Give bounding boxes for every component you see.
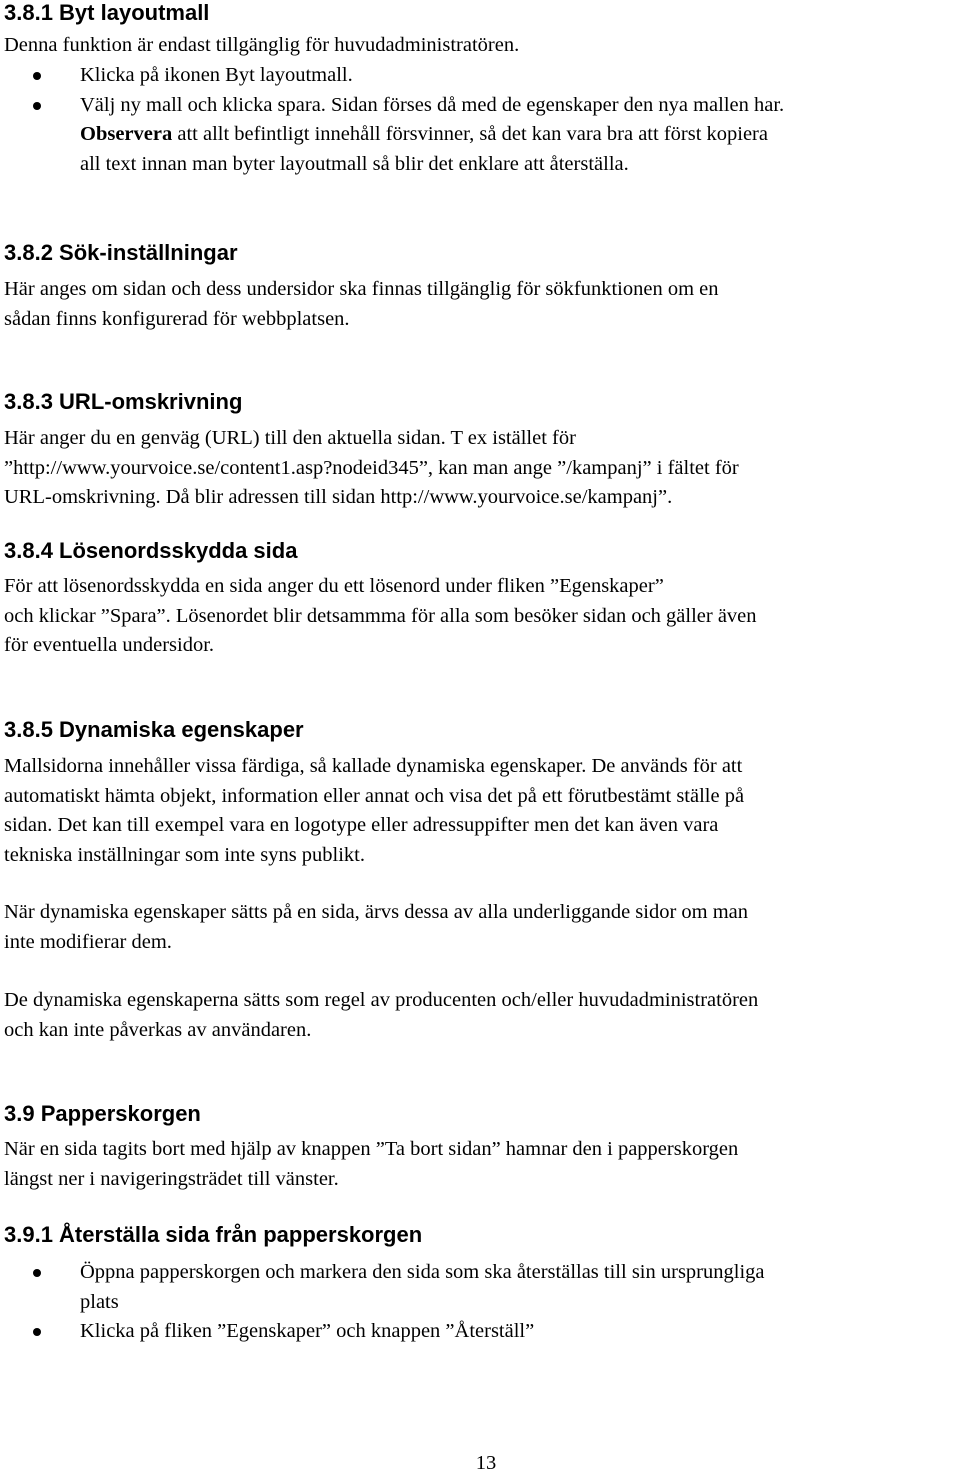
section-heading-byt-layoutmall: 3.8.1 Byt layoutmall bbox=[4, 0, 210, 25]
list-item-text: Klicka på ikonen Byt layoutmall. bbox=[80, 64, 353, 86]
section-heading-losenordsskydda-sida: 3.8.4 Lösenordsskydda sida bbox=[4, 538, 298, 563]
paragraph-line: Här anger du en genväg (URL) till den aktuella sidan. T ex istället för bbox=[4, 427, 576, 449]
paragraph-line: Här anges om sidan och dess undersidor ska finnas tillgänglig för sökfunktionen om en bbox=[4, 278, 719, 300]
bullet-icon bbox=[33, 72, 41, 80]
list-item-text: all text innan man byter layoutmall så blir det enklare att återställa. bbox=[80, 152, 629, 175]
paragraph-intro bbox=[4, 31, 954, 61]
list-item-text: Klicka på fliken ”Egenskaper” och knappen ”Återställ” bbox=[80, 1320, 535, 1342]
paragraph-line: för eventuella undersidor. bbox=[4, 634, 215, 656]
list-item-text-rest: att allt befintligt innehåll försvinner, så det kan vara bra att först kopiera bbox=[172, 123, 768, 145]
paragraph-dynamiska-1 bbox=[4, 752, 954, 870]
paragraph-losenordsskydda bbox=[4, 572, 954, 661]
paragraph-url-omskrivning bbox=[4, 424, 954, 513]
paragraph-line: Denna funktion är endast tillgänglig för huvudadministratören. bbox=[4, 34, 520, 56]
paragraph-line: och klickar ”Spara”. Lösenordet blir detsammma för alla som besöker sidan och gäller även bbox=[4, 604, 757, 627]
paragraph-line: När en sida tagits bort med hjälp av knappen ”Ta bort sidan” hamnar den i papperskorgen bbox=[4, 1138, 739, 1160]
paragraph-line: Mallsidorna innehåller vissa färdiga, så kallade dynamiska egenskaper. De används för att bbox=[4, 755, 743, 777]
list-item-text bbox=[80, 120, 960, 150]
paragraph-line: automatiskt hämta objekt, information eller annat och visa det på ett förutbestämt ställe på bbox=[4, 784, 745, 807]
section-heading-aterstalla-sida: 3.9.1 Återställa sida från papperskorgen bbox=[4, 1222, 423, 1247]
paragraph-dynamiska-2 bbox=[4, 898, 954, 957]
paragraph-line: För att lösenordsskydda en sida anger du ett lösenord under fliken ”Egenskaper” bbox=[4, 575, 664, 597]
paragraph-papperskorgen bbox=[4, 1135, 954, 1194]
bullet-icon bbox=[33, 1328, 41, 1336]
bullet-icon bbox=[33, 102, 41, 110]
paragraph-line: sidan. Det kan till exempel vara en logotype eller adressuppifter men det kan även vara bbox=[4, 814, 719, 836]
paragraph-line: inte modifierar dem. bbox=[4, 930, 172, 953]
paragraph-line: längst ner i navigeringsträdet till vänster. bbox=[4, 1167, 339, 1190]
section-heading-dynamiska-egenskaper: 3.8.5 Dynamiska egenskaper bbox=[4, 717, 304, 742]
list-item-text: Öppna papperskorgen och markera den sida som ska återställas till sin ursprungliga bbox=[80, 1261, 765, 1283]
emphasis-observera: Observera bbox=[80, 123, 173, 145]
list-item-text: plats bbox=[80, 1290, 119, 1313]
paragraph-line: URL-omskrivning. Då blir adressen till sidan http://www.yourvoice.se/kampanj”. bbox=[4, 486, 673, 508]
section-heading-papperskorgen: 3.9 Papperskorgen bbox=[4, 1101, 201, 1126]
list-item bbox=[0, 1258, 960, 1317]
section-heading-sok-installningar: 3.8.2 Sök-inställningar bbox=[4, 240, 238, 265]
paragraph-line: De dynamiska egenskaperna sätts som regel av producenten och/eller huvudadministratören bbox=[4, 989, 759, 1011]
list-item-text: Välj ny mall och klicka spara. Sidan förses då med de egenskaper den nya mallen har. bbox=[80, 93, 785, 116]
page-number: 13 bbox=[475, 1452, 497, 1474]
paragraph-line: sådan finns konfigurerad för webbplatsen. bbox=[4, 307, 350, 330]
paragraph-sok-installningar bbox=[4, 275, 954, 334]
list-item bbox=[0, 1317, 960, 1347]
paragraph-line: tekniska inställningar som inte syns publikt. bbox=[4, 843, 366, 866]
list-item bbox=[0, 61, 960, 91]
list-item bbox=[0, 91, 960, 180]
bullet-icon bbox=[33, 1269, 41, 1277]
paragraph-line: och kan inte påverkas av användaren. bbox=[4, 1018, 312, 1041]
bullet-list-byt-layoutmall bbox=[0, 61, 960, 179]
paragraph-line: När dynamiska egenskaper sätts på en sida, ärvs dessa av alla underliggande sidor om man bbox=[4, 901, 749, 923]
bullet-list-aterstalla bbox=[0, 1258, 960, 1347]
paragraph-line: ”http://www.yourvoice.se/content1.asp?nodeid345”, kan man ange ”/kampanj” i fältet för bbox=[4, 456, 739, 479]
paragraph-dynamiska-3 bbox=[4, 986, 954, 1045]
section-heading-url-omskrivning: 3.8.3 URL-omskrivning bbox=[4, 389, 243, 414]
